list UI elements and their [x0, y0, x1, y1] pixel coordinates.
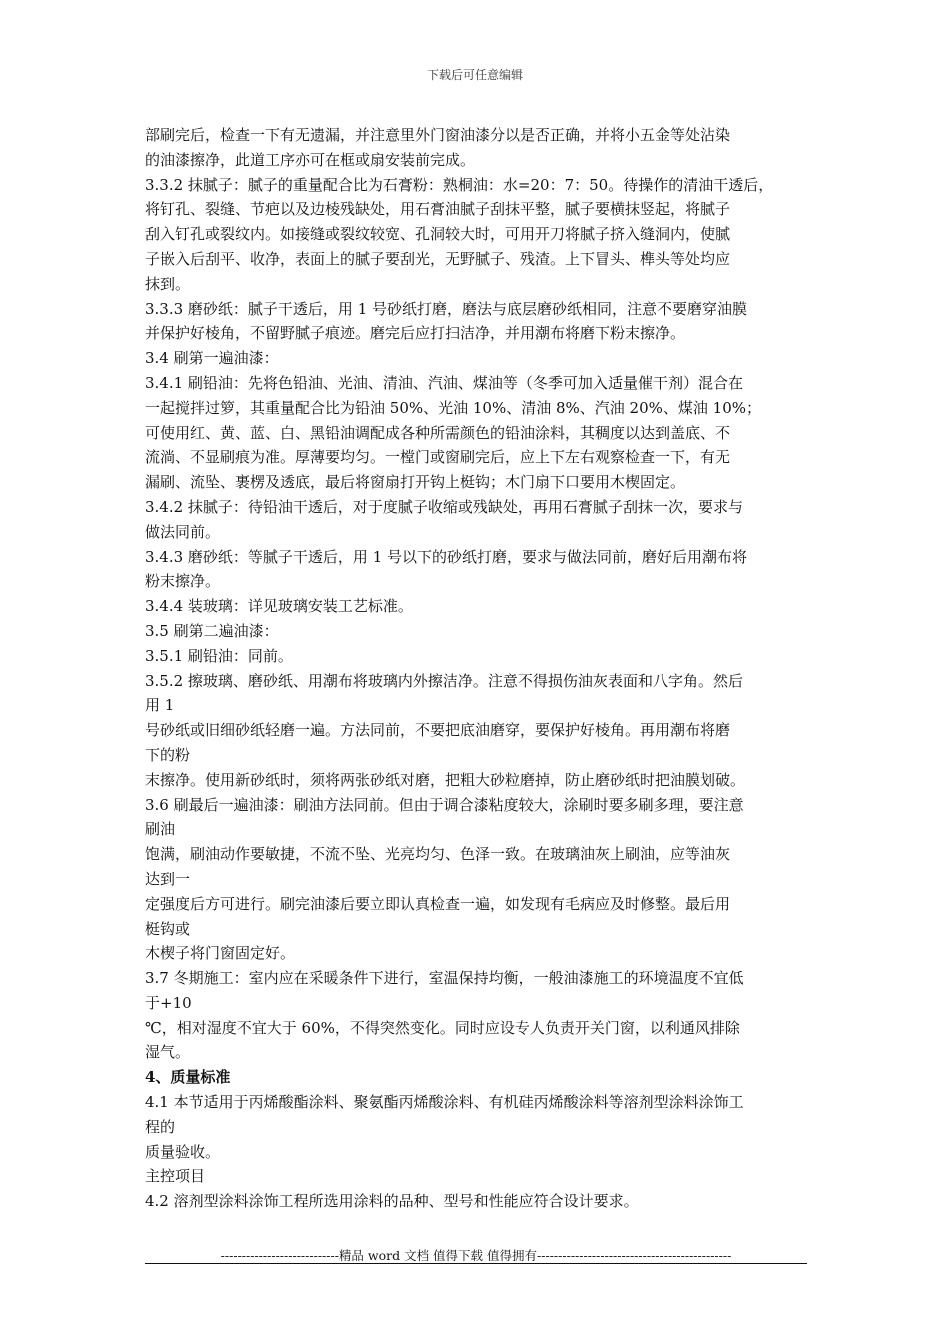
text-line: 4.1 本节适用于丙烯酸酯涂料、聚氨酯丙烯酸涂料、有机硅丙烯酸涂料等溶剂型涂料涂饰工	[145, 1093, 744, 1112]
text-line: 一起搅拌过箩，其重量配合比为铅油 50%、光油 10%、清油 8%、汽油 20%、煤油 10%；	[145, 398, 761, 417]
text-line: 3.4.2 抹腻子：待铅油干透后，对于度腻子收缩或残缺处，再用石膏腻子刮抹一次，要求与	[145, 497, 743, 516]
text-line: 末擦净。使用新砂纸时，须将两张砂纸对磨，把粗大砂粒磨掉，防止磨砂纸时把油膜划破。	[145, 770, 746, 789]
text-line: 主控项目	[145, 1167, 206, 1186]
text-line: ℃，相对湿度不宜大于 60%，不得突然变化。同时应设专人负责开关门窗，以利通风排除	[145, 1018, 740, 1037]
text-line: 于+10	[145, 993, 192, 1012]
text-line: 漏刷、流坠、裹楞及透底，最后将窗扇打开钩上梃钩；木门扇下口要用木楔固定。	[145, 473, 686, 492]
document-body	[145, 123, 810, 1214]
text-line: 湿气。	[145, 1043, 191, 1062]
text-line: 梃钩或	[145, 919, 191, 938]
text-line: 粉末擦净。	[145, 572, 221, 591]
text-line: 用 1	[145, 696, 175, 715]
text-line: 并保护好棱角，不留野腻子痕迹。磨完后应打扫洁净，并用潮布将磨下粉末擦净。	[145, 324, 686, 343]
text-line: 可使用红、黄、蓝、白、黑铅油调配成各种所需颜色的铅油涂料，其稠度以达到盖底、不	[145, 423, 731, 442]
text-line: 将钉孔、裂缝、节疤以及边棱残缺处，用石膏油腻子刮抹平整，腻子要横抹竖起，将腻子	[145, 200, 731, 219]
text-line: 刷油	[145, 820, 176, 839]
text-line: 抹到。	[145, 274, 191, 293]
text-line: 3.5 刷第二遍油漆：	[145, 621, 279, 640]
page-header: 下载后可任意编辑	[426, 68, 523, 82]
text-line: 3.5.2 擦玻璃、磨砂纸、用潮布将玻璃内外擦洁净。注意不得损伤油灰表面和八字角。然后	[145, 671, 743, 690]
text-line: 3.3.3 磨砂纸：腻子干透后，用 1 号砂纸打磨，磨法与底层磨砂纸相同，注意不要磨穿油膜	[145, 299, 748, 318]
text-line: 3.5.1 刷铅油：同前。	[145, 646, 293, 665]
section-heading: 4、质量标准	[145, 1068, 231, 1087]
text-line: 4.2 溶剂型涂料涂饰工程所选用涂料的品种、型号和性能应符合设计要求。	[145, 1192, 639, 1211]
text-line: 流淌、不显刷痕为准。厚薄要均匀。一樘门或窗刷完后，应上下左右观察检查一下，有无	[145, 448, 731, 467]
text-line: 定强度后方可进行。刷完油漆后要立即认真检查一遍，如发现有毛病应及时修整。最后用	[145, 894, 731, 913]
text-line: 部刷完后，检查一下有无遗漏，并注意里外门窗油漆分以是否正确，并将小五金等处沾染	[145, 126, 731, 144]
page-footer: ----------------------------精品 word 文档 值得下载 值得拥有----------------------------------------------	[220, 1248, 732, 1263]
text-line: 3.4.1 刷铅油：先将色铅油、光油、清油、汽油、煤油等（冬季可加入适量催干剂）混合在	[145, 373, 743, 392]
text-line: 3.4.3 磨砂纸：等腻子干透后，用 1 号以下的砂纸打磨，要求与做法同前，磨好后用潮布将	[145, 547, 748, 566]
text-line: 的油漆擦净，此道工序亦可在框或扇安装前完成。	[145, 150, 476, 169]
text-line: 下的粉	[145, 745, 191, 764]
text-line: 程的	[145, 1117, 176, 1136]
text-line: 3.4 刷第一遍油漆：	[145, 349, 279, 368]
text-line: 号砂纸或旧细砂纸轻磨一遍。方法同前，不要把底油磨穿，要保护好棱角。再用潮布将磨	[145, 721, 731, 740]
text-line: 质量验收。	[145, 1142, 221, 1161]
text-line: 饱满，刷油动作要敏捷，不流不坠、光亮均匀、色泽一致。在玻璃油灰上刷油，应等油灰	[145, 845, 731, 864]
text-line: 子嵌入后刮平、收净，表面上的腻子要刮光，无野腻子、残渣。上下冒头、榫头等处均应	[145, 249, 731, 268]
text-line: 木楔子将门窗固定好。	[145, 944, 296, 963]
text-line: 做法同前。	[145, 522, 221, 541]
text-line: 刮入钉孔或裂纹内。如接缝或裂纹较宽、孔洞较大时，可用开刀将腻子挤入缝洞内，使腻	[145, 225, 731, 244]
text-line: 3.3.2 抹腻子：腻子的重量配合比为石膏粉：熟桐油：水=20：7：50。待操作的清油干透后，	[145, 175, 774, 194]
text-line: 达到一	[145, 869, 191, 888]
text-line: 3.4.4 装玻璃：详见玻璃安装工艺标准。	[145, 597, 413, 616]
text-line: 3.7 冬期施工：室内应在采暖条件下进行，室温保持均衡，一般油漆施工的环境温度不宜低	[145, 969, 744, 988]
footer-rule	[145, 1263, 807, 1264]
text-line: 3.6 刷最后一遍油漆：刷油方法同前。但由于调合漆粘度较大，涂刷时要多刷多理，要注意	[145, 795, 744, 814]
